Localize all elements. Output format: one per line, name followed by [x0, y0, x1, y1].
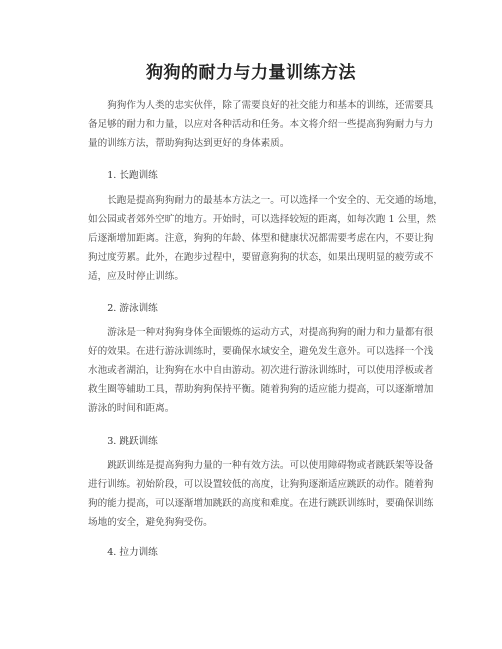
section-heading-2: 2. 游泳训练 — [107, 303, 158, 314]
intro-paragraph — [88, 96, 434, 153]
section-body-1 — [88, 191, 443, 286]
body-line: 如公园或者郊外空旷的地方。开始时，可以选择较短的距离，如每次跑 1 公里，然 — [88, 214, 436, 226]
body-line: 长跑是提高狗狗耐力的最基本方法之一。可以选择一个安全的、无交通的场地， — [107, 195, 443, 206]
body-line: 游泳是一种对狗狗身体全面锻炼的运动方式，对提高狗狗的耐力和力量都有很 — [107, 327, 434, 338]
body-line: 救生圈等辅助工具，帮助狗狗保持平衡。随着狗狗的适应能力提高，可以逐渐增加 — [88, 384, 434, 396]
body-line: 跳跃训练是提高狗狗力量的一种有效方法。可以使用障碍物或者跳跃架等设备 — [107, 460, 434, 471]
intro-line: 狗狗作为人类的忠实伙伴，除了需要良好的社交能力和基本的训练，还需要具 — [107, 100, 434, 111]
body-line: 适，应及时停止训练。 — [88, 271, 184, 283]
section-heading-3: 3. 跳跃训练 — [107, 436, 158, 447]
document-title: 狗狗的耐力与力量训练方法 — [146, 63, 356, 83]
body-line: 后逐渐增加距离。注意，狗狗的年龄、体型和健康状况都需要考虑在内，不要让狗 — [88, 233, 434, 245]
section-body-3 — [88, 456, 434, 532]
body-line: 狗的能力提高，可以逐渐增加跳跃的高度和难度。在进行跳跃训练时，要确保训练 — [88, 498, 434, 510]
body-line: 游泳的时间和距离。 — [88, 403, 175, 415]
intro-line: 量的训练方法，帮助狗狗达到更好的身体素质。 — [88, 138, 290, 150]
section-body-2 — [88, 323, 434, 418]
section-heading-4: 4. 拉力训练 — [107, 547, 158, 558]
body-line: 狗过度劳累。此外，在跑步过程中，要留意狗狗的状态，如果出现明显的疲劳或不 — [88, 252, 434, 264]
body-line: 水池或者湖泊，让狗狗在水中自由游动。初次进行游泳训练时，可以使用浮板或者 — [88, 365, 434, 377]
body-line: 好的效果。在进行游泳训练时，要确保水域安全，避免发生意外。可以选择一个浅 — [88, 346, 434, 358]
body-line: 场地的安全，避免狗狗受伤。 — [88, 517, 213, 529]
body-line: 进行训练。初始阶段，可以设置较低的高度，让狗狗逐渐适应跳跃的动作。随着狗 — [88, 479, 434, 491]
section-heading-1: 1. 长跑训练 — [107, 170, 158, 181]
intro-line: 备足够的耐力和力量，以应对各种活动和任务。本文将介绍一些提高狗狗耐力与力 — [88, 119, 434, 131]
